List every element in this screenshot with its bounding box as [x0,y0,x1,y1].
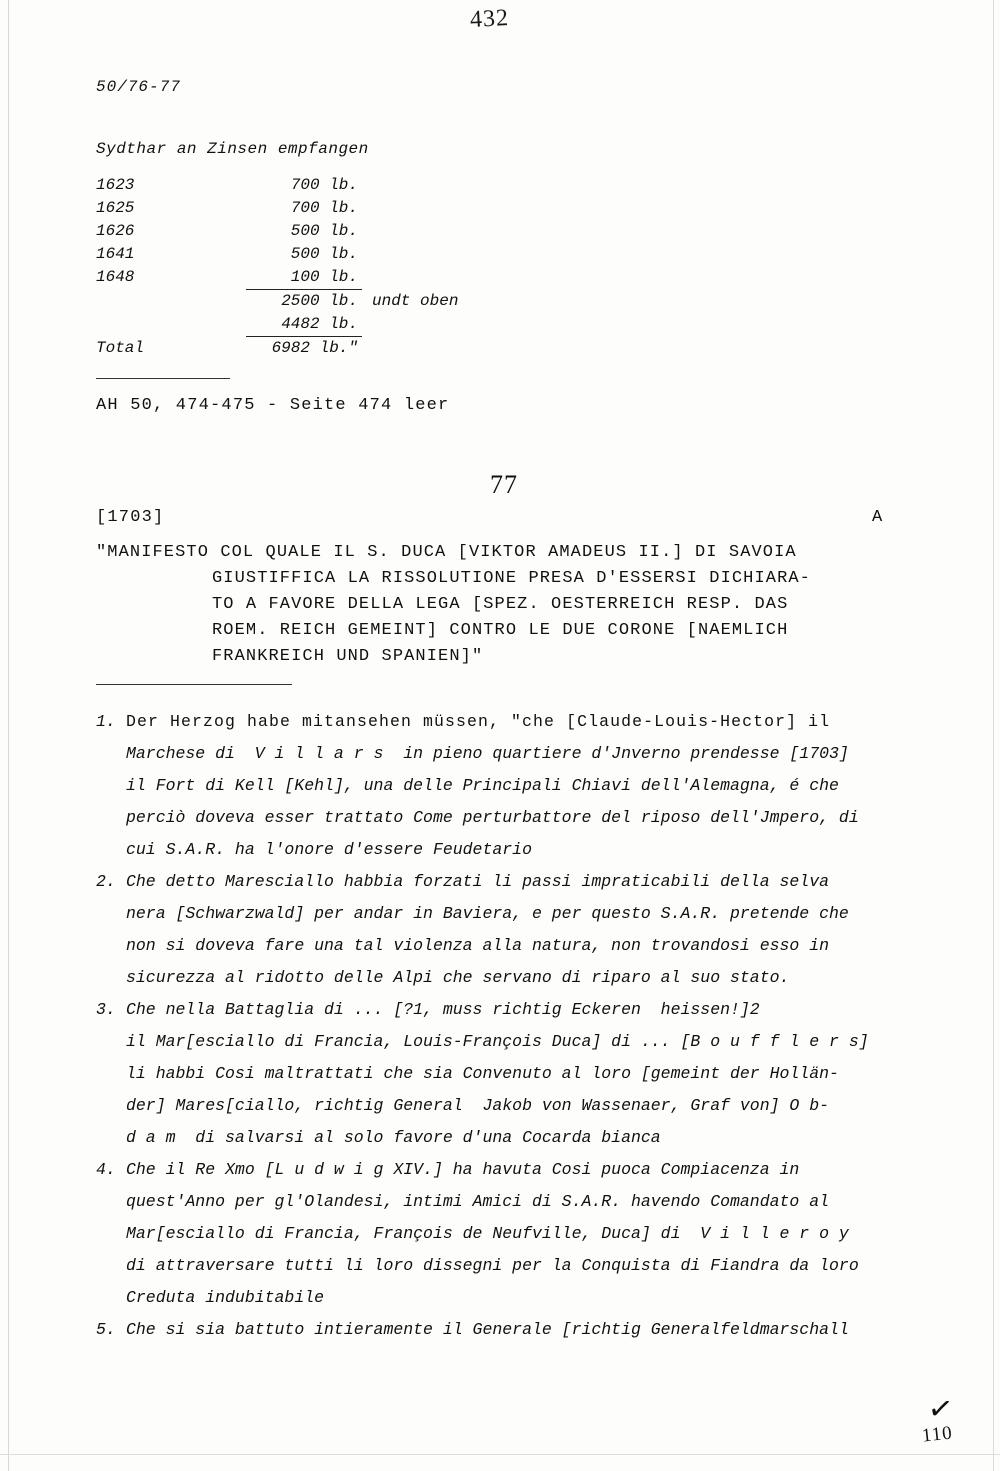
document-title [96,540,926,670]
ledger-year: 1648 [96,268,135,286]
item-line: Mar[esciallo di Francia, François de Neufville, Duca] di V i l l e r o y [126,1224,849,1243]
item-line: perciò doveva esser trattato Come perturbattore del riposo dell'Jmpero, di [126,808,859,827]
item-text [126,1154,936,1314]
shelfmark: 50/76-77 [96,78,181,96]
item-line: di attraversare tutti li loro dissegni per la Conquista di Fiandra da loro [126,1256,859,1275]
ledger-amount: 700 lb. [290,176,358,194]
document-number: 77 [490,470,518,499]
document-date: [1703] [96,508,165,527]
ledger-note: undt oben [372,292,459,310]
item-line: Marchese di V i l l a r s in pieno quartiere d'Jnverno prendesse [1703] [126,744,849,763]
table-row-added [96,313,458,337]
list-item [96,1154,936,1314]
item-line: Der Herzog habe mitansehen müssen, "che [Claude-Louis-Hector] il [126,712,831,731]
table-row [96,266,458,290]
ledger-year: 1623 [96,176,135,194]
item-line: Che nella Battaglia di ... [?1, muss richtig Eckeren heissen!]2 [126,1000,760,1019]
ledger-total-amount: 6982 lb." [271,339,358,357]
table-row-total [96,337,458,360]
item-number: 2. [96,872,116,891]
divider-rule-lower [96,684,292,685]
item-line: non si doveva fare una tal violenza alla natura, non trovandosi esso in [126,936,830,955]
table-row [96,197,458,220]
item-line: il Fort di Kell [Kehl], una delle Principali Chiavi dell'Alemagna, é che [126,776,839,795]
table-row [96,243,458,266]
ledger-amount: 100 lb. [246,266,362,290]
item-number: 4. [96,1160,116,1179]
ledger-amount: 700 lb. [290,199,358,217]
item-text [126,994,936,1154]
list-item [96,706,936,866]
table-row [96,220,458,243]
item-text [126,706,936,866]
list-item [96,1314,936,1346]
ledger-note [362,313,372,337]
archive-reference: AH 50, 474-475 - Seite 474 leer [96,396,450,415]
ledger-year [96,313,246,337]
table-row [96,174,458,197]
ledger-title: Sydthar an Zinsen empfangen [96,140,369,158]
item-line: sicurezza al ridotto delle Alpi che servano di riparo al suo stato. [126,968,790,987]
ledger-table [96,174,458,360]
document-side-letter: A [872,508,884,527]
item-line: d a m di salvarsi al solo favore d'una Cocarda bianca [126,1128,661,1147]
folio-number: 432 [469,4,510,34]
ledger-year: 1641 [96,245,135,263]
item-line: li habbi Cosi maltrattati che sia Convenuto al loro [gemeint der Hollän- [126,1064,839,1083]
table-row-subtotal [96,290,458,313]
margin-number-annotation: 110 [920,1422,954,1447]
divider-rule-upper [96,378,230,379]
ledger-year: 1625 [96,199,135,217]
item-line: Che detto Maresciallo habbia forzati li passi impraticabili della selva [126,872,830,891]
document-title-line: "MANIFESTO COL QUALE IL S. DUCA [VIKTOR AMADEUS II.] DI SAVOIA [96,543,797,562]
item-number: 1. [96,712,116,731]
item-line: Che si sia battuto intieramente il Generale [richtig Generalfeldmarschall [126,1320,849,1339]
ledger-year: 1626 [96,222,135,240]
item-number: 3. [96,1000,116,1019]
scan-edge-bottom [0,1454,1000,1455]
ledger-amount: 500 lb. [290,222,358,240]
ledger-amount: 2500 lb. [281,292,358,310]
scan-edge-right [993,0,994,1471]
item-line: cui S.A.R. ha l'onore d'essere Feudetario [126,840,532,859]
document-title-line: FRANKREICH UND SPANIEN]" [212,647,484,666]
list-item [96,866,936,994]
item-line: quest'Anno per gl'Olandesi, intimi Amici di S.A.R. havendo Comandato al [126,1192,830,1211]
item-line: der] Mares[ciallo, richtig General Jakob von Wassenaer, Graf von] O b- [126,1096,830,1115]
ledger-year [96,290,246,313]
document-title-line: ROEM. REICH GEMEINT] CONTRO LE DUE CORONE [NAEMLICH [212,621,789,640]
ledger-total-label: Total [96,339,145,357]
document-title-line: TO A FAVORE DELLA LEGA [SPEZ. OESTERREICH RESP. DAS [212,595,789,614]
document-title-line: GIUSTIFFICA LA RISSOLUTIONE PRESA D'ESSERSI DICHIARA- [212,569,811,588]
ledger-amount: 500 lb. [290,245,358,263]
list-item [96,994,936,1154]
numbered-item-list [96,706,936,1346]
item-line: Che il Re Xmo [L u d w i g XIV.] ha havuta Cosi puoca Compiacenza in [126,1160,800,1179]
ledger-amount: 4482 lb. [246,313,362,337]
item-line: Creduta indubitabile [126,1288,325,1307]
item-text [126,866,936,994]
checkmark-annotation: ✓ [925,1391,956,1428]
item-line: il Mar[esciallo di Francia, Louis-François Duca] di ... [B o u f f l e r s] [126,1032,869,1051]
item-text [126,1314,936,1346]
item-line: nera [Schwarzwald] per andar in Baviera, e per questo S.A.R. pretende che [126,904,849,923]
scan-edge-left [8,0,9,1471]
item-number: 5. [96,1320,116,1339]
